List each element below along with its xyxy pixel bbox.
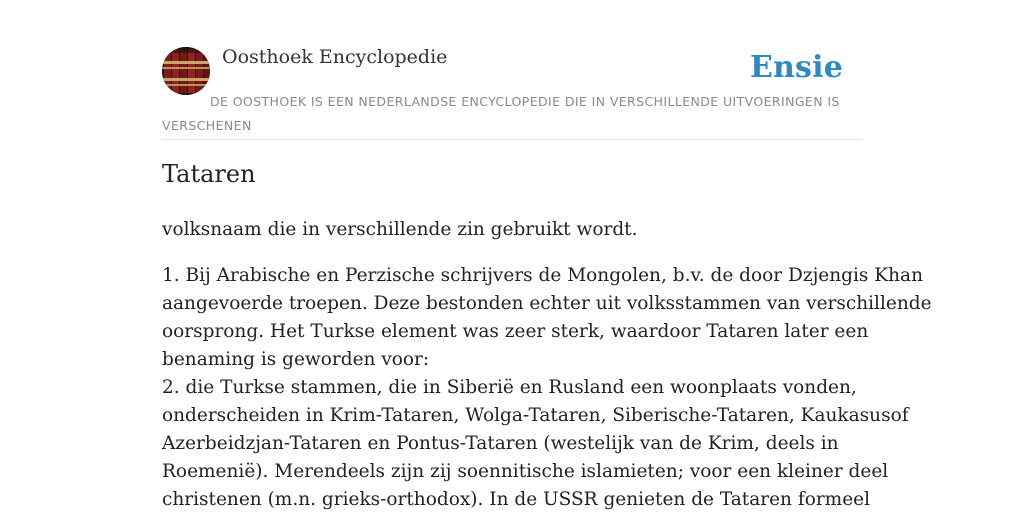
article-line: Roemenië). Merendeels zijn zij soennitische islamieten; voor een kleiner deel [162,461,889,482]
ensie-logo-link[interactable]: Ensie [749,50,843,85]
article-body [162,216,932,512]
article-line: Azerbeidzjan-Tataren en Pontus-Tataren (westelijk van de Krim, deels in [162,433,839,454]
article-line: 2. die Turkse stammen, die in Siberië en Rusland een woonplaats vonden, [162,377,857,398]
article-line: oorsprong. Het Turkse element was zeer sterk, waardoor Tataren later een [162,321,869,342]
article-line: benaming is geworden voor: [162,349,430,370]
site-title-link[interactable]: Oosthoek Encyclopedie [222,46,448,68]
article-line: onderscheiden in Krim-Tataren, Wolga-Tataren, Siberische-Tataren, Kaukasusof [162,405,909,426]
books-image-icon [162,47,210,95]
article-line: christenen (m.n. grieks-orthodox). In de USSR genieten de Tataren formeel [162,489,871,510]
site-tagline: DE OOSTHOEK IS EEN NEDERLANDSE ENCYCLOPEDIE DIE IN VERSCHILLENDE UITVOERINGEN IS VERSCHENEN [162,94,840,133]
site-header [162,0,862,140]
article-title: Tataren [162,160,256,188]
article-line: aangevoerde troepen. Deze bestonden echter uit volksstammen van verschillende [162,293,932,314]
encyclopedia-books-avatar[interactable] [162,47,210,95]
article-intro: volksnaam die in verschillende zin gebruikt wordt. [162,219,638,240]
article-line: 1. Bij Arabische en Perzische schrijvers de Mongolen, b.v. de door Dzjengis Khan [162,265,923,286]
content-container [162,0,932,510]
